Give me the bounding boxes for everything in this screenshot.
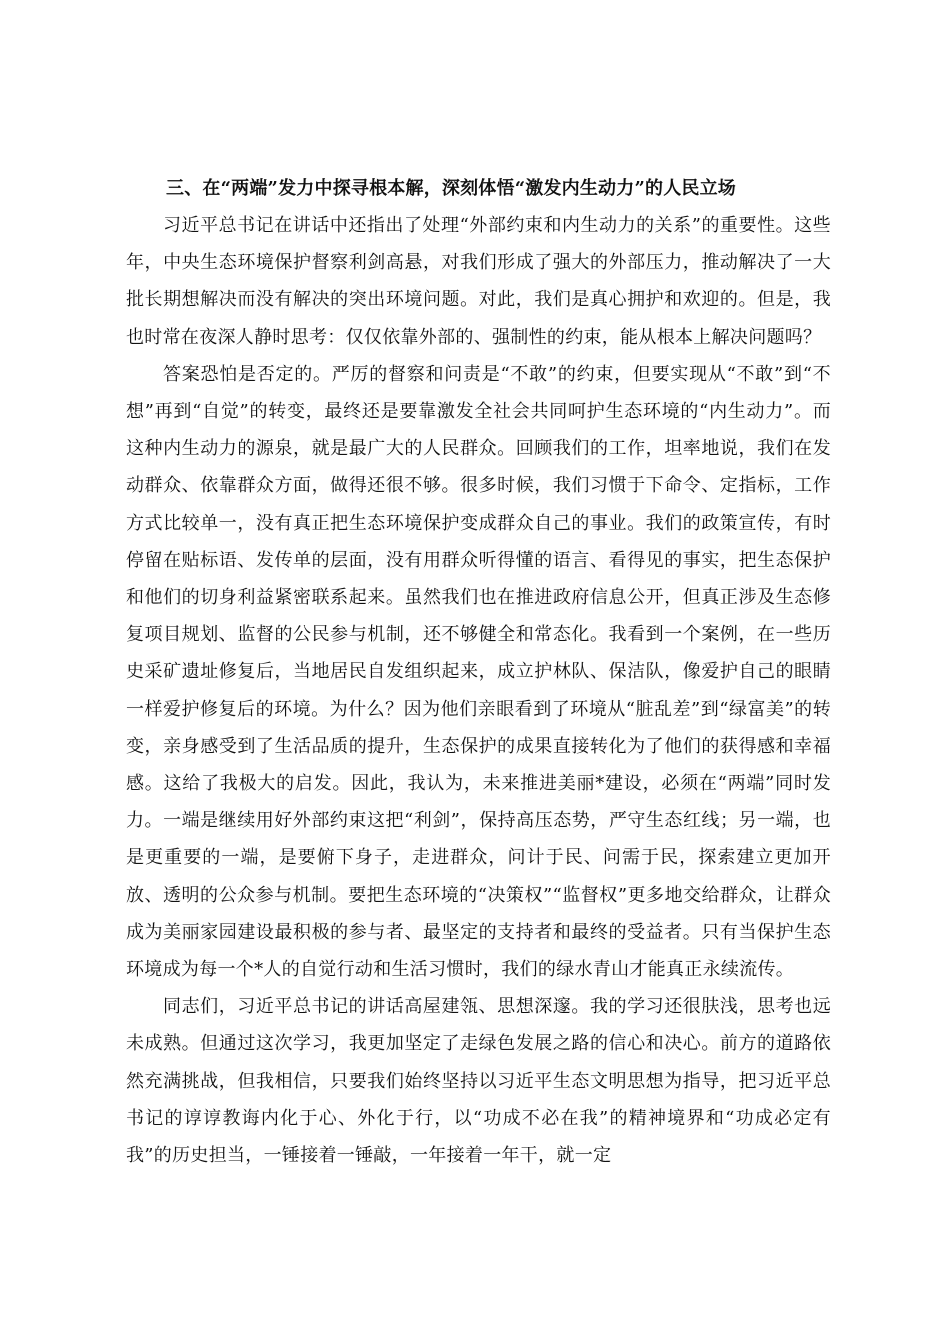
paragraph-1: 习近平总书记在讲话中还指出了处理“外部约束和内生动力的关系”的重要性。这些年，中央生态环境保护督察利剑高悬，对我们形成了强大的外部压力，推动解决了一大批长期想解决而没有解决的突出环境问题。对此，我们是真心拥护和欢迎的。但是，我也时常在夜深人静时思考：仅仅依靠外部的、强制性的约束，能从根本上解决问题吗？ [126,215,831,348]
paragraph-3: 同志们，习近平总书记的讲话高屋建瓴、思想深邃。我的学习还很肤浅，思考也远未成熟。但通过这次学习，我更加坚定了走绿色发展之路的信心和决心。前方的道路依然充满挑战，但我相信，只要我们始终坚持以习近平生态文明思想为指导，把习近平总书记的谆谆教诲内化于心、外化于行，以“功成不必在我”的精神境界和“功成必定有我”的历史担当，一锤接着一锤敲，一年接着一年干，就一定 [126,996,831,1167]
paragraph-2: 答案恐怕是否定的。严厉的督察和问责是“不敢”的约束，但要实现从“不敢”到“不想”再到“自觉”的转变，最终还是要靠激发全社会共同呵护生态环境的“内生动力”。而这种内生动力的源泉，就是最广大的人民群众。回顾我们的工作，坦率地说，我们在发动群众、依靠群众方面，做得还很不够。很多时候，我们习惯于下命令、定指标，工作方式比较单一，没有真正把生态环境保护变成群众自己的事业。我们的政策宣传，有时停留在贴标语、发传单的层面，没有用群众听得懂的语言、看得见的事实，把生态保护和他们的切身利益紧密联系起来。虽然我们也在推进政府信息公开，但真正涉及生态修复项目规划、监督的公民参与机制，还不够健全和常态化。我看到一个案例，在一些历史采矿遗址修复后，当地居民自发组织起来，成立护林队、保洁队，像爱护自己的眼睛一样爱护修复后的环境。为什么？因为他们亲眼看到了环境从“脏乱差”到“绿富美”的转变，亲身感受到了生活品质的提升，生态保护的成果直接转化为了他们的获得感和幸福感。这给了我极大的启发。因此，我认为，未来推进美丽*建设，必须在“两端”同时发力。一端是继续用好外部约束这把“利剑”，保持高压态势，严守生态红线；另一端，也是更重要的一端，是要俯下身子，走进群众，问计于民、问需于民，探索建立更加开放、透明的公众参与机制。要把生态环境的“决策权”“监督权”更多地交给群众，让群众成为美丽家园建设最积极的参与者、最坚定的支持者和最终的受益者。只有当保护生态环境成为每一个*人的自觉行动和生活习惯时，我们的绿水青山才能真正永续流传。 [126,363,831,981]
section-heading: 三、在“两端”发力中探寻根本解，深刻体悟“激发内生动力”的人民立场 [166,178,737,199]
document-body [126,170,831,1174]
